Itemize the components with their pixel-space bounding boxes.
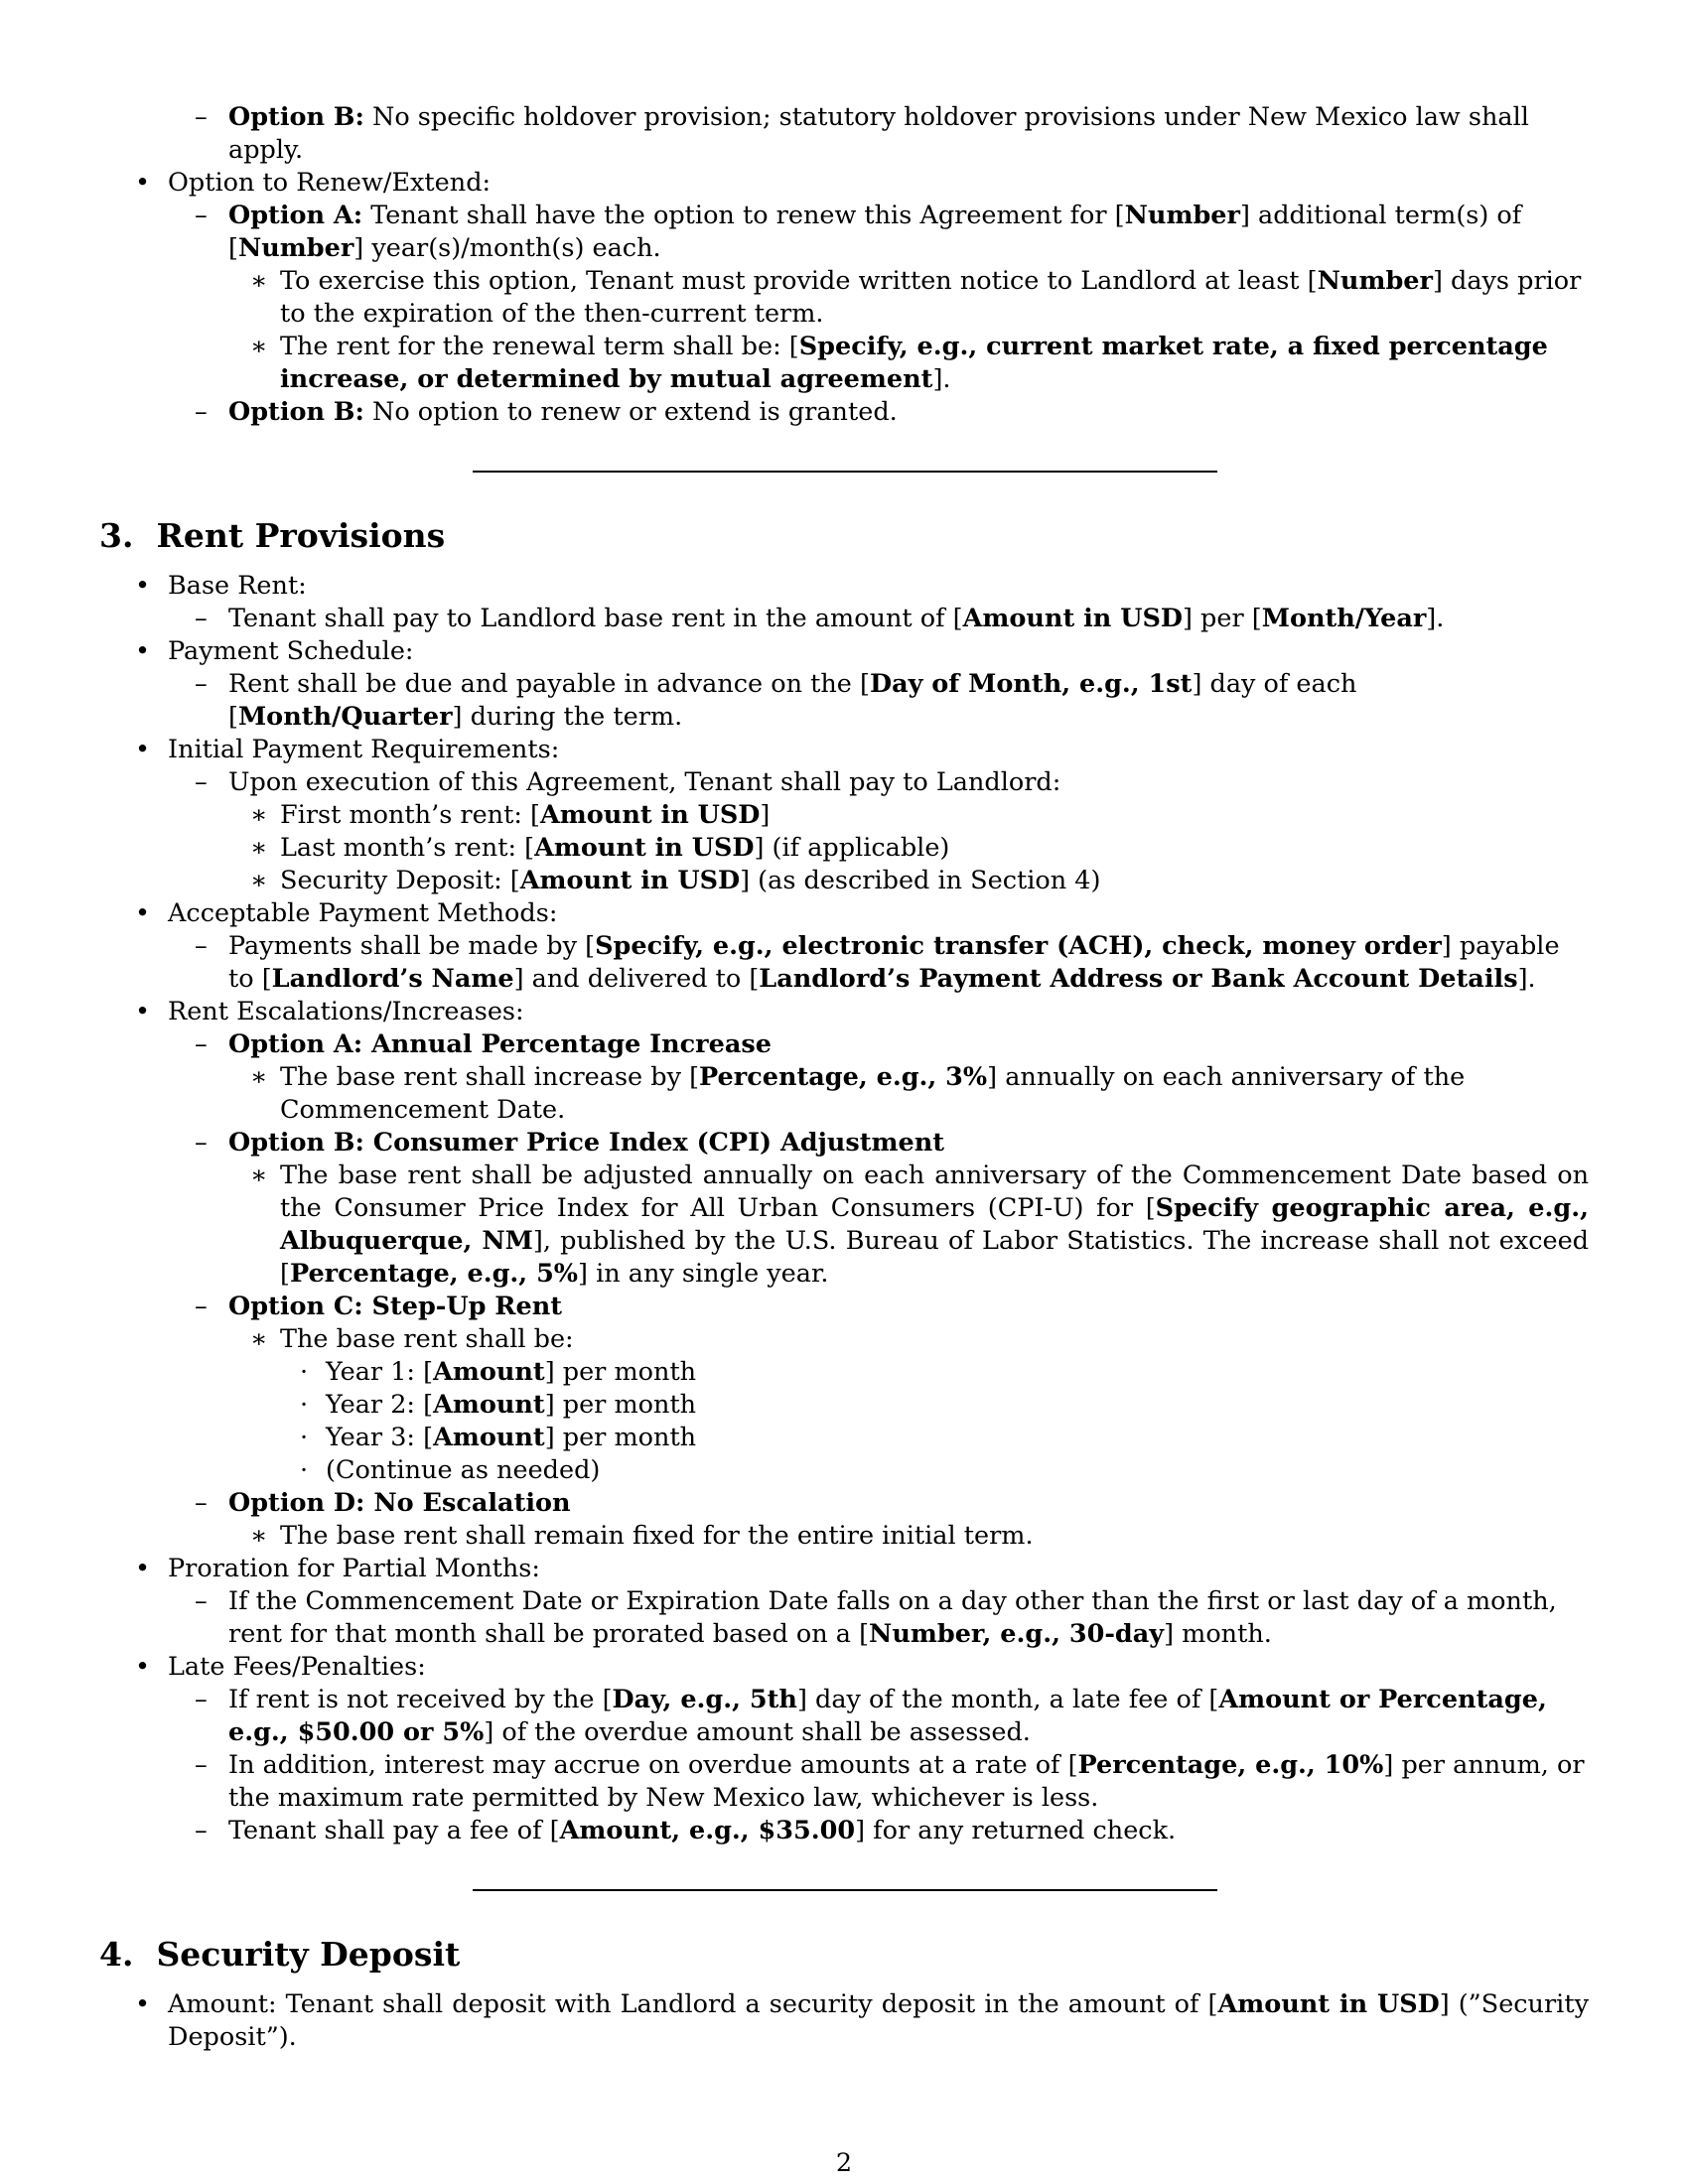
list-item [99, 1028, 1589, 1061]
list-text: ]. [932, 364, 951, 394]
list-text: ] payable to [ [228, 931, 1560, 994]
option-b-details [99, 1160, 1589, 1291]
list-item [99, 832, 1589, 865]
option-c-details [99, 1323, 1589, 1356]
list-heading: Initial Payment Requirements: [168, 735, 560, 764]
renew-list [99, 167, 1589, 200]
list-item [99, 1520, 1589, 1553]
bullet-marker: • [135, 1652, 151, 1682]
rent-list [99, 734, 1589, 766]
dash-marker: – [195, 604, 208, 633]
list-text: The base rent shall be adjusted annually on each anniversary of the Commencement Date based on the Consumer Price Index for All Urban Consumers (CPI-U) for [ [280, 1160, 1589, 1223]
list-text: (Continue as needed) [326, 1455, 601, 1485]
list-text: ] annually on each anniversary of the Commencement Date. [280, 1062, 1466, 1125]
list-text: First month’s rent: [ [280, 800, 540, 830]
list-text: Security Deposit: [ [280, 866, 520, 895]
list-heading: Payment Schedule: [168, 636, 414, 666]
option-d-details [99, 1520, 1589, 1553]
list-item [99, 1323, 1589, 1356]
option-title: Option A: Annual Percentage Increase [228, 1029, 772, 1059]
bullet-marker: • [135, 1989, 151, 2019]
list-item [99, 1684, 1589, 1749]
rent-list [99, 897, 1589, 930]
bullet-marker: • [135, 997, 151, 1026]
dash-marker: – [195, 102, 208, 132]
star-marker: ∗ [250, 1062, 268, 1092]
list-text: Payments shall be made by [ [228, 931, 596, 961]
list-text: Year 2: [ [326, 1390, 434, 1420]
list-heading: Base Rent: [168, 571, 307, 601]
list-item [99, 1356, 1589, 1389]
placeholder-field: Number [1317, 266, 1433, 296]
dot-marker: · [300, 1390, 309, 1420]
dash-marker: – [195, 1128, 208, 1158]
list-text: To exercise this option, Tenant must provide written notice to Landlord at least [ [280, 266, 1318, 296]
star-marker: ∗ [250, 1160, 268, 1190]
placeholder-field: Month/Year [1261, 604, 1427, 633]
list-text: ] month. [1164, 1619, 1272, 1649]
section-divider [473, 471, 1217, 473]
option-title: Option C: Step-Up Rent [228, 1292, 563, 1321]
list-text: Last month’s rent: [ [280, 833, 535, 863]
placeholder-field: Amount in USD [534, 833, 755, 863]
dash-marker: – [195, 1685, 208, 1714]
list-heading: Rent Escalations/Increases: [168, 997, 524, 1026]
dash-marker: – [195, 669, 208, 699]
bullet-marker: • [135, 168, 151, 198]
list-text: ] per annum, or the maximum rate permitted by New Mexico law, whichever is less. [228, 1750, 1585, 1813]
star-marker: ∗ [250, 332, 268, 361]
placeholder-field: Amount [433, 1423, 545, 1452]
placeholder-field: Landlord’s Payment Address or Bank Account Details [759, 964, 1518, 994]
list-text: ]. [1426, 604, 1445, 633]
list-text: Year 1: [ [326, 1357, 434, 1387]
dash-marker: – [195, 1488, 208, 1518]
list-item [99, 396, 1589, 429]
rent-list [99, 635, 1589, 668]
base-rent-items [99, 603, 1589, 635]
list-item [99, 1422, 1589, 1454]
page-number: 2 [835, 2148, 853, 2178]
list-item [99, 1487, 1589, 1520]
list-text: ]. [1517, 964, 1536, 994]
list-text: ] and delivered to [ [513, 964, 760, 994]
section-number: 3. [99, 516, 134, 555]
dash-marker: – [195, 1586, 208, 1616]
option-label: Option B: [228, 102, 364, 132]
star-marker: ∗ [250, 800, 268, 830]
placeholder-field: Amount in USD [1217, 1989, 1440, 2019]
page-content [99, 101, 1589, 2054]
list-text: The base rent shall increase by [ [280, 1062, 700, 1092]
bullet-marker: • [135, 1554, 151, 1583]
list-text: ] for any returned check. [855, 1816, 1177, 1845]
placeholder-field: Number [1124, 201, 1240, 230]
list-text: In addition, interest may accrue on overdue amounts at a rate of [ [228, 1750, 1078, 1780]
dot-marker: · [300, 1455, 309, 1485]
deposit-list [99, 1988, 1589, 2054]
dot-marker: · [300, 1357, 309, 1387]
initial-subitems [99, 799, 1589, 897]
list-text: If rent is not received by the [ [228, 1685, 613, 1714]
list-text: Rent shall be due and payable in advance on the [ [228, 669, 870, 699]
list-text: ] per [ [1183, 604, 1262, 633]
renew-options [99, 396, 1589, 429]
list-item [99, 1127, 1589, 1160]
methods-items [99, 930, 1589, 996]
list-text: ] days prior to the expiration of the then-current term. [280, 266, 1582, 329]
list-item [99, 1160, 1589, 1291]
list-text: No specific holdover provision; statutory holdover provisions under New Mexico law shall apply. [228, 102, 1529, 165]
list-text: If the Commencement Date or Expiration Date falls on a day other than the first or last day of a month, rent for that month shall be prorated based on a [ [228, 1586, 1557, 1649]
section-divider [473, 1889, 1217, 1891]
placeholder-field: Specify, e.g., current market rate, a fixed percentage increase, or determined by mutual agreement [280, 332, 1548, 394]
rent-list [99, 996, 1589, 1028]
bullet-marker: • [135, 735, 151, 764]
list-item [99, 1389, 1589, 1422]
escalation-options [99, 1127, 1589, 1160]
list-item [99, 1585, 1589, 1651]
list-item [99, 996, 1589, 1028]
placeholder-field: Percentage, e.g., 3% [699, 1062, 988, 1092]
step-up-years [99, 1356, 1589, 1487]
list-text: ] of the overdue amount shall be assessed. [484, 1717, 1031, 1747]
option-label: Option A: [228, 201, 363, 230]
dash-marker: – [195, 1750, 208, 1780]
list-item [99, 1291, 1589, 1323]
placeholder-field: Month/Quarter [237, 702, 453, 732]
placeholder-field: Landlord’s Name [271, 964, 514, 994]
list-item [99, 897, 1589, 930]
placeholder-field: Amount [433, 1390, 545, 1420]
list-text: ] day of each [ [228, 669, 1357, 732]
list-heading: Option to Renew/Extend: [168, 168, 492, 198]
list-text: ] per month [544, 1357, 697, 1387]
dot-marker: · [300, 1423, 309, 1452]
renew-options [99, 200, 1589, 265]
list-item [99, 734, 1589, 766]
placeholder-field: Number, e.g., 30-day [869, 1619, 1165, 1649]
list-text: ] in any single year. [578, 1259, 829, 1289]
list-item [99, 101, 1589, 167]
placeholder-field: Amount or Percentage, e.g., $50.00 or 5% [228, 1685, 1547, 1747]
placeholder-field: Amount, e.g., $35.00 [559, 1816, 856, 1845]
dash-marker: – [195, 767, 208, 797]
list-heading: Proration for Partial Months: [168, 1554, 540, 1583]
placeholder-field: Amount in USD [540, 800, 761, 830]
list-text: ] per month [544, 1390, 697, 1420]
list-item [99, 570, 1589, 603]
option-title: Option B: Consumer Price Index (CPI) Adjustment [228, 1128, 945, 1158]
list-item [99, 668, 1589, 734]
section-heading [99, 516, 1589, 556]
list-text: Tenant shall pay to Landlord base rent in the amount of [ [228, 604, 963, 633]
late-fee-items [99, 1684, 1589, 1847]
rent-list [99, 570, 1589, 603]
bullet-marker: • [135, 636, 151, 666]
list-text: Year 3: [ [326, 1423, 434, 1452]
list-item [99, 1988, 1589, 2054]
star-marker: ∗ [250, 266, 268, 296]
dash-marker: – [195, 397, 208, 427]
placeholder-field: Amount in USD [519, 866, 741, 895]
list-item [99, 635, 1589, 668]
list-text: ] (if applicable) [754, 833, 950, 863]
list-text: ] per month [544, 1423, 697, 1452]
section-number: 4. [99, 1935, 134, 1974]
bullet-marker: • [135, 898, 151, 928]
rent-list [99, 1553, 1589, 1585]
list-item [99, 331, 1589, 396]
star-marker: ∗ [250, 833, 268, 863]
placeholder-field: Specify, e.g., electronic transfer (ACH), check, money order [595, 931, 1442, 961]
dash-marker: – [195, 1292, 208, 1321]
list-text: ] day of the month, a late fee of [ [796, 1685, 1219, 1714]
placeholder-field: Amount in USD [962, 604, 1183, 633]
bullet-marker: • [135, 571, 151, 601]
list-text: The base rent shall be: [280, 1324, 574, 1354]
list-item [99, 799, 1589, 832]
list-text: ] [760, 800, 771, 830]
escalation-options [99, 1028, 1589, 1061]
renew-option-a-details [99, 265, 1589, 396]
star-marker: ∗ [250, 866, 268, 895]
star-marker: ∗ [250, 1521, 268, 1551]
list-item [99, 1651, 1589, 1684]
placeholder-field: Amount [433, 1357, 545, 1387]
section-title: Rent Provisions [156, 516, 446, 555]
list-text: Tenant shall pay a fee of [ [228, 1816, 560, 1845]
escalation-options [99, 1291, 1589, 1323]
section-heading [99, 1935, 1589, 1975]
list-text: ] year(s)/month(s) each. [353, 233, 661, 263]
list-text: Amount: Tenant shall deposit with Landlord a security deposit in the amount of [ [168, 1989, 1218, 2019]
list-item [99, 1749, 1589, 1815]
placeholder-field: Percentage, e.g., 5% [289, 1259, 579, 1289]
list-text: ] (as described in Section 4) [740, 866, 1101, 895]
list-item [99, 1454, 1589, 1487]
proration-items [99, 1585, 1589, 1651]
rent-list [99, 1651, 1589, 1684]
list-text: No option to renew or extend is granted. [372, 397, 898, 427]
option-a-details [99, 1061, 1589, 1127]
list-text: The rent for the renewal term shall be: [ [280, 332, 799, 361]
list-text: ] during the term. [452, 702, 683, 732]
list-item [99, 1061, 1589, 1127]
option-label: Option B: [228, 397, 364, 427]
initial-items [99, 766, 1589, 799]
list-item [99, 930, 1589, 996]
placeholder-field: Day of Month, e.g., 1st [869, 669, 1193, 699]
list-text: The base rent shall remain fixed for the entire initial term. [280, 1521, 1034, 1551]
placeholder-field: Percentage, e.g., 10% [1077, 1750, 1384, 1780]
list-item [99, 1553, 1589, 1585]
dash-marker: – [195, 931, 208, 961]
schedule-items [99, 668, 1589, 734]
list-heading: Acceptable Payment Methods: [168, 898, 558, 928]
placeholder-field: Day, e.g., 5th [612, 1685, 797, 1714]
list-item [99, 603, 1589, 635]
star-marker: ∗ [250, 1324, 268, 1354]
list-text: ] (”Security Deposit”). [168, 1989, 1589, 2052]
list-item [99, 1815, 1589, 1847]
dash-marker: – [195, 201, 208, 230]
section-title: Security Deposit [156, 1935, 461, 1974]
list-text: ] additional term(s) of [ [228, 201, 1522, 263]
list-text: Tenant shall have the option to renew this Agreement for [ [370, 201, 1125, 230]
list-item [99, 265, 1589, 331]
list-heading: Late Fees/Penalties: [168, 1652, 426, 1682]
option-title: Option D: No Escalation [228, 1488, 571, 1518]
placeholder-field: Specify geographic area, e.g., Albuquerque, NM [280, 1193, 1589, 1256]
list-item [99, 167, 1589, 200]
list-item [99, 865, 1589, 897]
dash-marker: – [195, 1029, 208, 1059]
list-text: ], published by the U.S. Bureau of Labor Statistics. The increase shall not exceed [ [280, 1226, 1589, 1289]
list-text: Upon execution of this Agreement, Tenant shall pay to Landlord: [228, 767, 1061, 797]
list-item [99, 200, 1589, 265]
escalation-options [99, 1487, 1589, 1520]
dash-marker: – [195, 1816, 208, 1845]
holdover-options [99, 101, 1589, 167]
list-item [99, 766, 1589, 799]
placeholder-field: Number [237, 233, 354, 263]
